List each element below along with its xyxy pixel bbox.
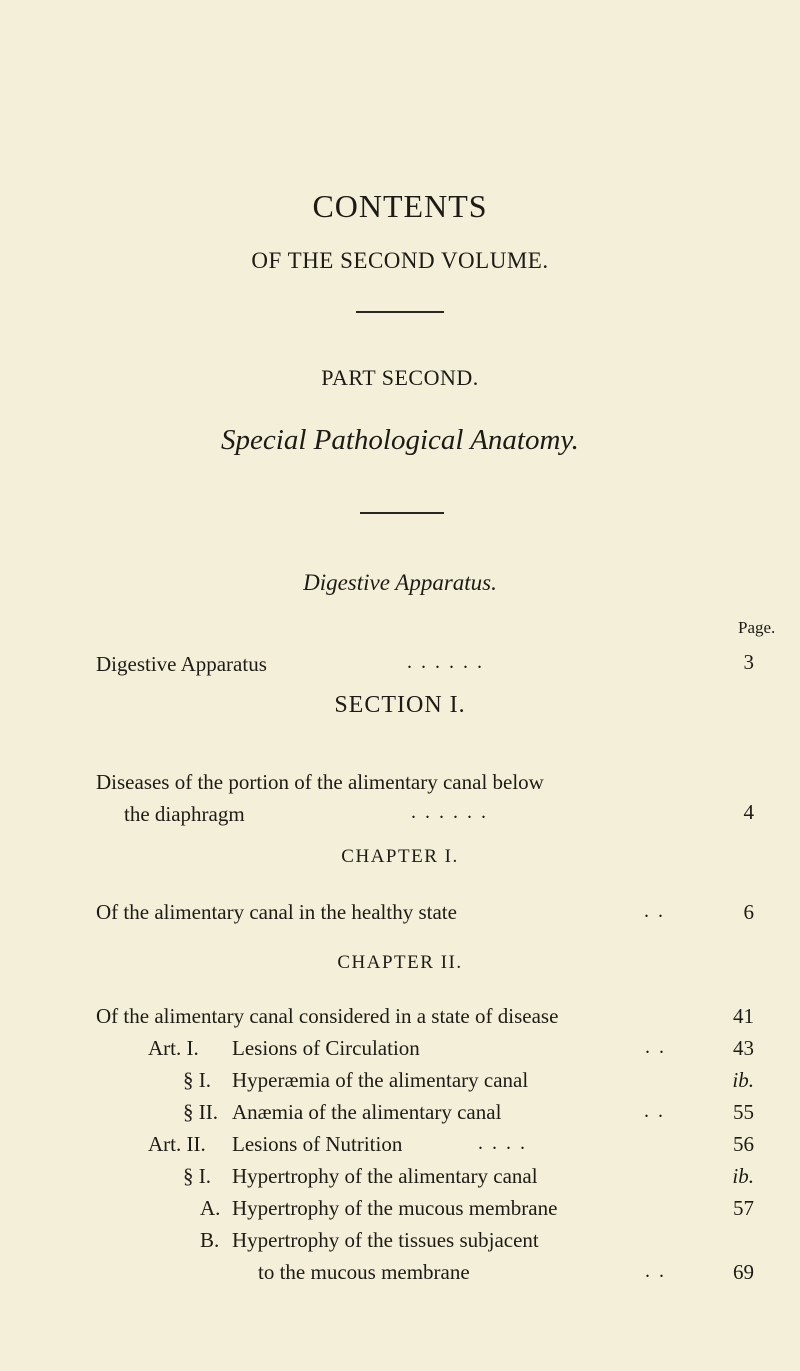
toc-entry-prefix: Art. II. bbox=[148, 1132, 206, 1156]
digestive-heading: Digestive Apparatus. bbox=[303, 570, 497, 595]
toc-leader-dots: . . . . . . bbox=[411, 801, 488, 823]
toc-entry-text: Digestive Apparatus bbox=[96, 652, 267, 676]
section-heading: SECTION I. bbox=[334, 692, 466, 718]
toc-page-number: 41 bbox=[733, 1004, 754, 1028]
toc-entry-text: Lesions of Circulation bbox=[232, 1036, 420, 1060]
chapter-heading: CHAPTER I. bbox=[341, 846, 459, 867]
divider-rule bbox=[356, 311, 444, 313]
toc-page-number: 56 bbox=[733, 1132, 754, 1156]
toc-entry-prefix: A. bbox=[200, 1196, 221, 1220]
toc-page-number: 69 bbox=[733, 1260, 754, 1284]
toc-page-number: 55 bbox=[733, 1100, 754, 1124]
toc-leader-dots: . . bbox=[645, 1036, 666, 1058]
toc-leader-dots: . . bbox=[644, 1100, 665, 1122]
page-subtitle: OF THE SECOND VOLUME. bbox=[251, 248, 549, 273]
toc-page-number: 3 bbox=[743, 650, 754, 674]
toc-page-number: ib. bbox=[732, 1164, 754, 1188]
toc-entry-text: the diaphragm bbox=[124, 802, 245, 826]
toc-entry-text: Lesions of Nutrition bbox=[232, 1132, 403, 1156]
page-column-label: Page. bbox=[738, 618, 776, 637]
chapter-heading: CHAPTER II. bbox=[337, 952, 463, 973]
toc-leader-dots: . . bbox=[644, 900, 665, 922]
toc-page-number: 43 bbox=[733, 1036, 754, 1060]
toc-leader-dots: . . . . . . bbox=[407, 651, 484, 673]
divider-rule bbox=[360, 512, 444, 514]
toc-entry-prefix: B. bbox=[200, 1228, 220, 1252]
part-label: PART SECOND. bbox=[321, 365, 479, 390]
toc-page-number: 57 bbox=[733, 1196, 754, 1220]
toc-entry-text: Hypertrophy of the tissues subjacent bbox=[232, 1228, 539, 1252]
toc-entry-text: Hypertrophy of the alimentary canal bbox=[232, 1164, 538, 1188]
toc-entry-text: Hypertrophy of the mucous membrane bbox=[232, 1196, 558, 1220]
toc-leader-dots: . . bbox=[645, 1260, 666, 1282]
part-name: Special Pathological Anatomy. bbox=[221, 424, 579, 456]
toc-entry-text: Anæmia of the alimentary canal bbox=[232, 1100, 502, 1124]
toc-entry-prefix: § I. bbox=[183, 1068, 211, 1092]
toc-entry-prefix: § I. bbox=[183, 1164, 211, 1188]
toc-entry-prefix: § II. bbox=[183, 1100, 218, 1124]
toc-page-number: ib. bbox=[732, 1068, 754, 1092]
toc-entry-text: Of the alimentary canal considered in a state of disease bbox=[96, 1004, 559, 1028]
toc-entry-text: Hyperæmia of the alimentary canal bbox=[232, 1068, 529, 1092]
toc-entry-prefix: Art. I. bbox=[148, 1036, 199, 1060]
toc-page-number: 6 bbox=[743, 900, 754, 924]
toc-entry-text: to the mucous membrane bbox=[258, 1260, 470, 1284]
toc-entry-text: Diseases of the portion of the alimentary canal below bbox=[96, 770, 544, 794]
toc-page-number: 4 bbox=[743, 800, 754, 824]
toc-entry-text: Of the alimentary canal in the healthy state bbox=[96, 900, 457, 924]
page-title: CONTENTS bbox=[312, 188, 488, 224]
toc-leader-dots: . . . . bbox=[478, 1132, 527, 1154]
